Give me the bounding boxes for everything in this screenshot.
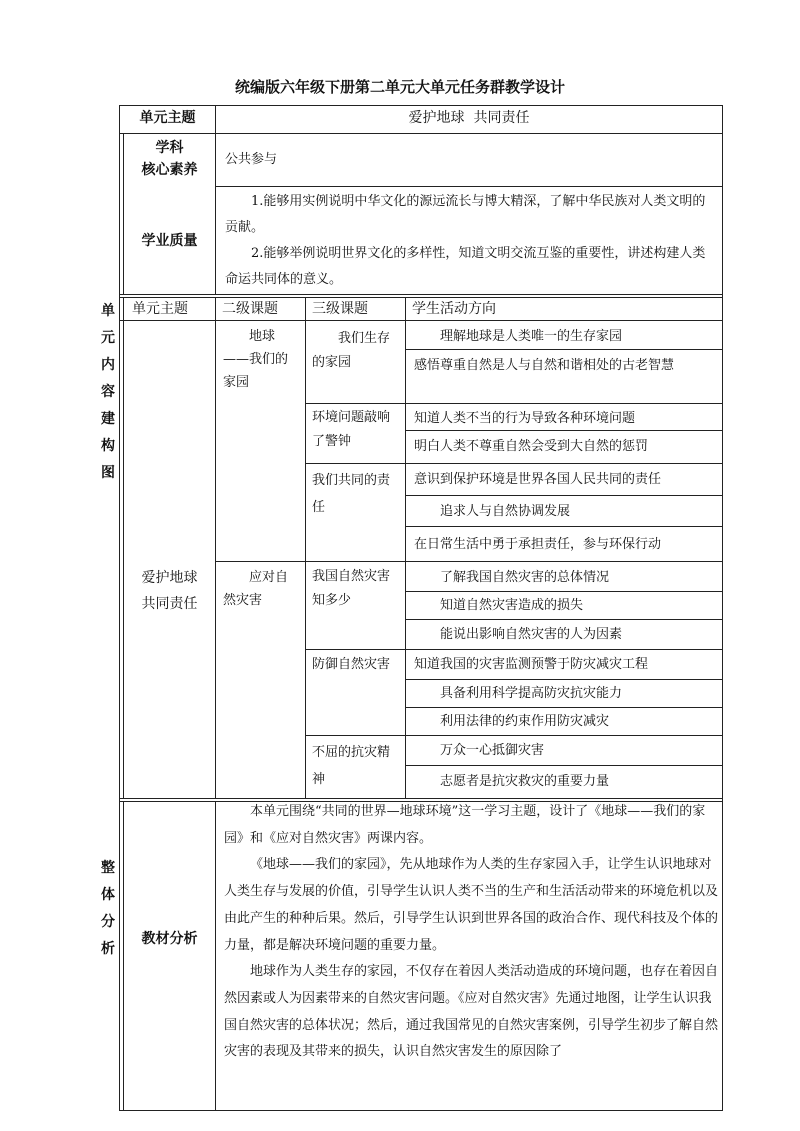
textbook-analysis-label: 教材分析 bbox=[141, 931, 198, 947]
lesson-1-name: 地球——我们的家园 bbox=[223, 329, 289, 390]
topic-3: 我们共同的责任 bbox=[312, 473, 391, 515]
topic-1: 我们生存的家园 bbox=[312, 331, 391, 370]
analysis-paragraph-3: 地球作为人类生存的家园，不仅存在着因人类活动造成的环境问题，也存在着因自然因素或人为因素带来的自然灾害问题。《应对自然灾害》先通过地图，让学生认识我国自然灾害的总体状况；然后，通过我国常见的自然灾害案例，引导学生初步了解自然灾害的表现及其带来的损失，认识自然灾害发生的原因除了 bbox=[224, 964, 719, 1060]
document-title: 统编版六年级下册第二单元大单元任务群教学设计 bbox=[234, 78, 565, 96]
activity-5-2: 具备利用科学提高防灾抗灾能力 bbox=[440, 686, 623, 701]
activity-1-2: 感悟尊重自然是人与自然和谐相处的古老智慧 bbox=[414, 358, 675, 373]
analysis-paragraph-1: 本单元围绕“共同的世界—地球环境”这一学习主题，设计了《地球——我们的家园》和《应对自然灾害》两课内容。 bbox=[224, 804, 706, 846]
academic-quality-label: 学业质量 bbox=[141, 233, 198, 249]
unit-theme-cell: 爱护地球 共同责任 bbox=[141, 570, 198, 612]
activity-4-3: 能说出影响自然灾害的人为因素 bbox=[440, 627, 623, 642]
activity-5-3: 利用法律的约束作用防灾减灾 bbox=[440, 714, 610, 729]
core-literacy-value: 公共参与 bbox=[225, 152, 278, 167]
topic-5: 防御自然灾害 bbox=[312, 657, 391, 672]
col-header-level3: 三级课题 bbox=[312, 301, 368, 317]
activity-2-2: 明白人类不尊重自然会受到大自然的惩罚 bbox=[414, 439, 649, 454]
activity-5-1: 知道我国的灾害监测预警于防灾减灾工程 bbox=[414, 657, 649, 672]
unit-theme-label: 单元主题 bbox=[139, 110, 196, 126]
structure-side-label: 单 元 内 容 建 构 图 bbox=[101, 303, 115, 481]
col-header-activity: 学生活动方向 bbox=[412, 301, 496, 317]
lesson-2-name: 应对自然灾害 bbox=[223, 570, 289, 608]
activity-6-2: 志愿者是抗灾救灾的重要力量 bbox=[440, 774, 610, 789]
activity-3-1: 意识到保护环境是世界各国人民共同的责任 bbox=[414, 472, 662, 487]
topic-6: 不屈的抗灾精神 bbox=[312, 745, 391, 787]
activity-3-3: 在日常生活中勇于承担责任，参与环保行动 bbox=[414, 537, 662, 552]
activity-6-1: 万众一心抵御灾害 bbox=[440, 743, 545, 758]
activity-4-2: 知道自然灾害造成的损失 bbox=[440, 598, 584, 613]
topic-2: 环境问题敲响了警钟 bbox=[312, 410, 391, 449]
analysis-side-label: 整 体 分 析 bbox=[101, 860, 115, 957]
activity-3-2: 追求人与自然协调发展 bbox=[440, 504, 571, 519]
activity-4-1: 了解我国自然灾害的总体情况 bbox=[440, 570, 610, 585]
analysis-paragraph-2: 《地球——我们的家园》，先从地球作为人类的生存家园入手，让学生认识地球对人类生存与发展的价值，引导学生认识人类不当的生产和生活活动带来的环境危机以及由此产生的种种后果。然后，引导学生认识到世界各国的政治合作、现代科技及个体的力量，都是解决环境问题的重要力量。 bbox=[224, 857, 719, 953]
col-header-level2: 二级课题 bbox=[222, 301, 278, 317]
quality-item-2: 2.能够举例说明世界文化的多样性，知道文明交流互鉴的重要性，讲述构建人类命运共同体的意义。 bbox=[225, 246, 706, 287]
core-literacy-label: 学科 核心素养 bbox=[141, 140, 198, 178]
activity-2-1: 知道人类不当的行为导致各种环境问题 bbox=[414, 411, 636, 426]
quality-item-1: 1.能够用实例说明中华文化的源远流长与博大精深，了解中华民族对人类文明的贡献。 bbox=[225, 194, 706, 235]
col-header-theme: 单元主题 bbox=[132, 301, 188, 317]
activity-1-1: 理解地球是人类唯一的生存家园 bbox=[440, 329, 623, 344]
academic-quality-text bbox=[225, 189, 717, 293]
unit-theme-value: 爱护地球 共同责任 bbox=[408, 110, 530, 126]
topic-4: 我国自然灾害知多少 bbox=[312, 569, 391, 608]
analysis-text bbox=[224, 799, 718, 1066]
